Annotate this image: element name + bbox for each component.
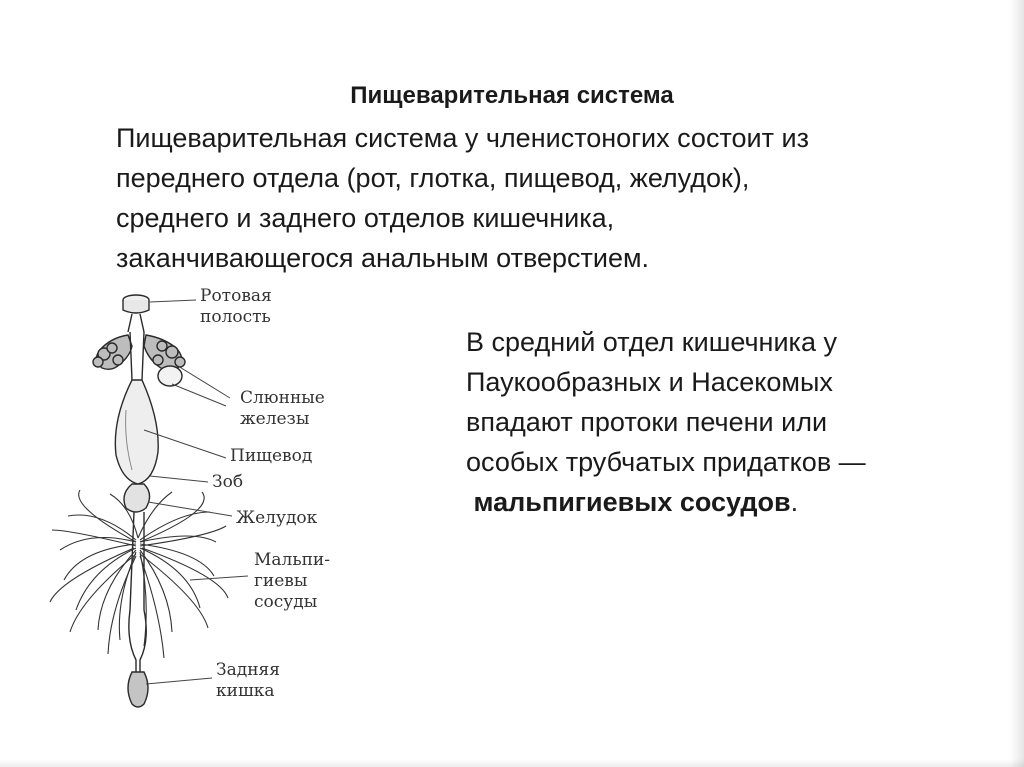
label-mouth-line-1: Ротовая <box>200 286 272 306</box>
malpighian-tubules-shape <box>50 490 228 658</box>
label-hindgut <box>216 660 280 702</box>
mouth-cavity-shape <box>123 295 149 332</box>
side-line-3: впадают протоки печени или <box>466 407 828 437</box>
slide-title: Пищеварительная система <box>350 82 674 109</box>
side-line-2: Паукообразных и Насекомых <box>466 367 833 397</box>
label-hindgut-line-2: кишка <box>216 681 275 701</box>
stomach-shape <box>124 484 150 512</box>
side-end-punct: . <box>790 487 799 517</box>
side-line-1: В средний отдел кишечника у <box>466 327 837 357</box>
label-malpighian-tubules <box>254 550 330 613</box>
salivary-gland-right-shape <box>144 335 185 386</box>
hindgut-tube-shape <box>129 610 146 672</box>
salivary-gland-left-shape <box>93 335 132 369</box>
page-shadow-bottom <box>0 759 1024 767</box>
digestive-system-figure <box>40 280 400 750</box>
crop-shape <box>115 380 158 484</box>
intro-line-1: Пищеварительная система у членистоногих состоит из <box>116 123 809 153</box>
label-salivary-line-1: Слюнные <box>240 388 325 408</box>
hindgut-shape <box>128 672 148 707</box>
intro-line-2: переднего отдела (рот, глотка, пищевод, желудок), <box>116 163 750 193</box>
esophagus-shape <box>130 332 144 380</box>
label-mouth-cavity <box>200 286 272 328</box>
label-malpighian-line-1: Мальпи- <box>254 550 331 570</box>
side-paragraph <box>466 322 986 522</box>
label-malpighian-line-3: сосуды <box>254 592 318 612</box>
malpighian-term: мальпигиевых сосудов <box>473 487 791 517</box>
label-crop: Зоб <box>212 472 244 492</box>
intro-line-3: среднего и заднего отделов кишечника, <box>116 203 615 233</box>
label-mouth-line-2: полость <box>200 307 271 327</box>
label-stomach: Желудок <box>236 508 318 528</box>
page-shadow-right <box>1010 0 1024 767</box>
intro-line-4: заканчивающегося анальным отверстием. <box>116 243 650 273</box>
label-malpighian-line-2: гиевы <box>254 571 308 591</box>
label-salivary-glands <box>240 388 325 430</box>
side-line-5 <box>466 482 986 522</box>
label-salivary-line-2: железы <box>240 409 310 429</box>
label-esophagus: Пищевод <box>230 446 313 466</box>
intro-paragraph <box>116 118 936 278</box>
side-line-4: особых трубчатых придатков — <box>466 447 866 477</box>
label-hindgut-line-1: Задняя <box>216 660 280 680</box>
